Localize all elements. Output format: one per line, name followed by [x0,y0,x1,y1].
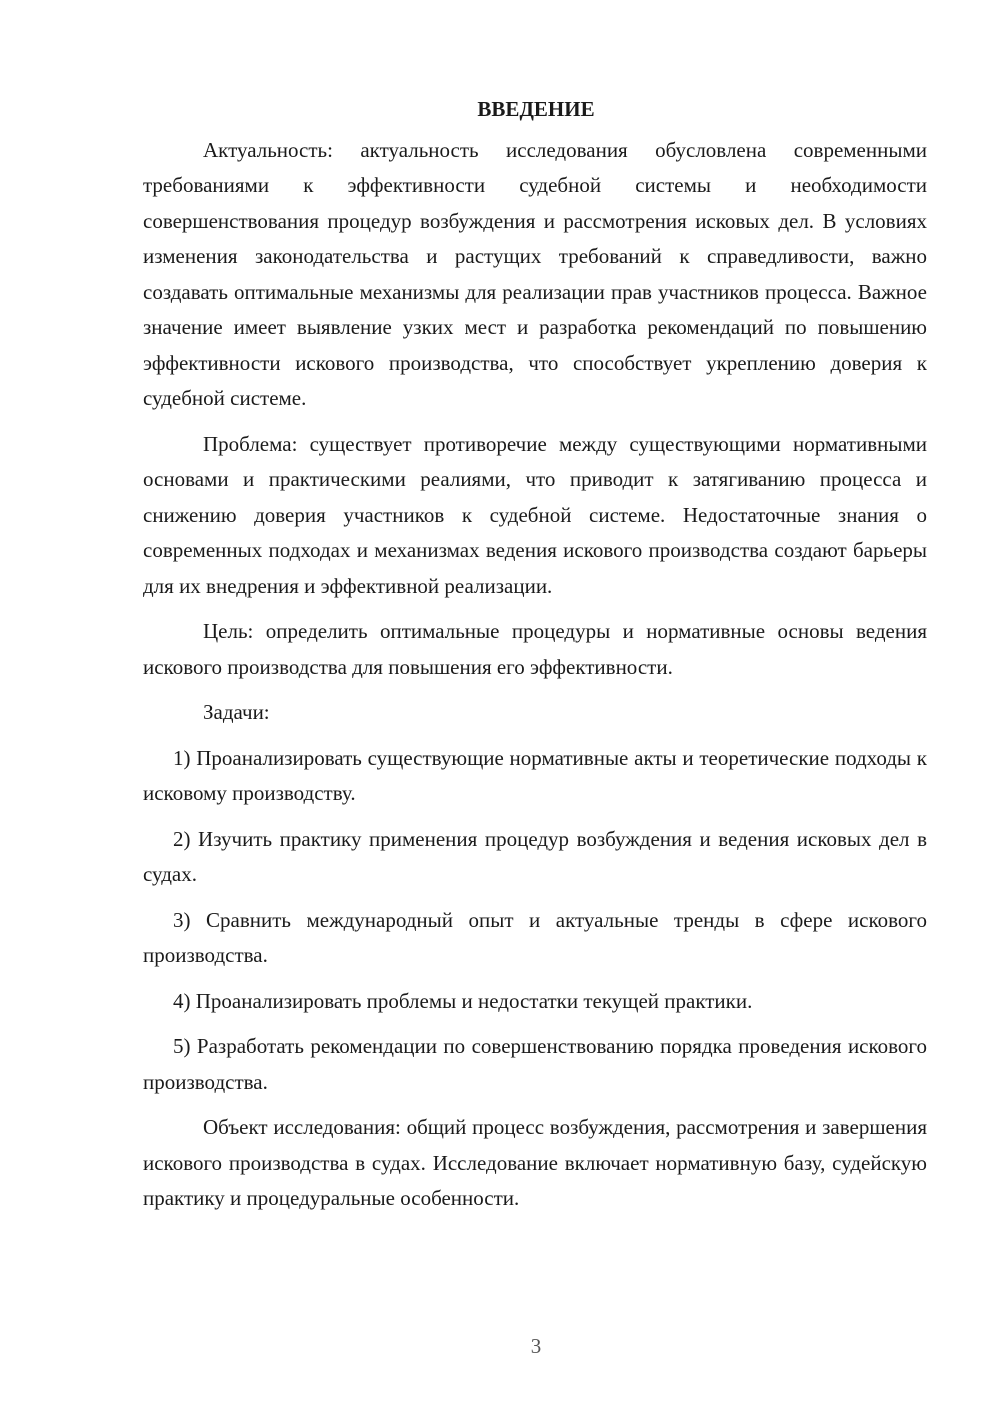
task-item-4: 4) Проанализировать проблемы и недостатки текущей практики. [173,988,753,1013]
task-item-3: 3) Сравнить международный опыт и актуальные тренды в сфере искового производства. [143,907,927,967]
document-body [143,92,927,1217]
task-item-1: 1) Проанализировать существующие нормативные акты и теоретические подходы к исковому производству. [143,745,927,805]
page-number: 3 [530,1334,542,1358]
section-title: ВВЕДЕНИЕ [477,97,595,121]
paragraph-relevance: Актуальность: актуальность исследования обусловлена современными требованиями к эффективности судебной системы и необходимости совершенствования процедур возбуждения и рассмотрения исковых дел. В условиях изменения законодательства и растущих требований к справедливости, важно создавать оптимальные механизмы для реализации прав участников процесса. Важное значение имеет выявление узких мест и разработка рекомендаций по повышению эффективности искового производства, что способствует укреплению доверия к судебной системе. [143,137,927,410]
task-item-5: 5) Разработать рекомендации по совершенствованию порядка проведения искового производства. [143,1034,927,1094]
task-item-2: 2) Изучить практику применения процедур возбуждения и ведения исковых дел в судах. [143,826,927,886]
paragraph-tasks-heading: Задачи: [203,700,270,724]
paragraph-goal: Цель: определить оптимальные процедуры и нормативные основы ведения искового производства для повышения его эффективности. [143,619,927,679]
paragraph-problem: Проблема: существует противоречие между существующими нормативными основами и практическими реалиями, что приводит к затягиванию процесса и снижению доверия участников к судебной системе. Недостаточные знания о современных подходах и механизмах ведения искового производства создают барьеры для их внедрения и эффективной реализации. [143,431,927,598]
paragraph-object: Объект исследования: общий процесс возбуждения, рассмотрения и завершения искового производства в судах. Исследование включает нормативную базу, судейскую практику и процедуральные особенности. [143,1115,927,1210]
